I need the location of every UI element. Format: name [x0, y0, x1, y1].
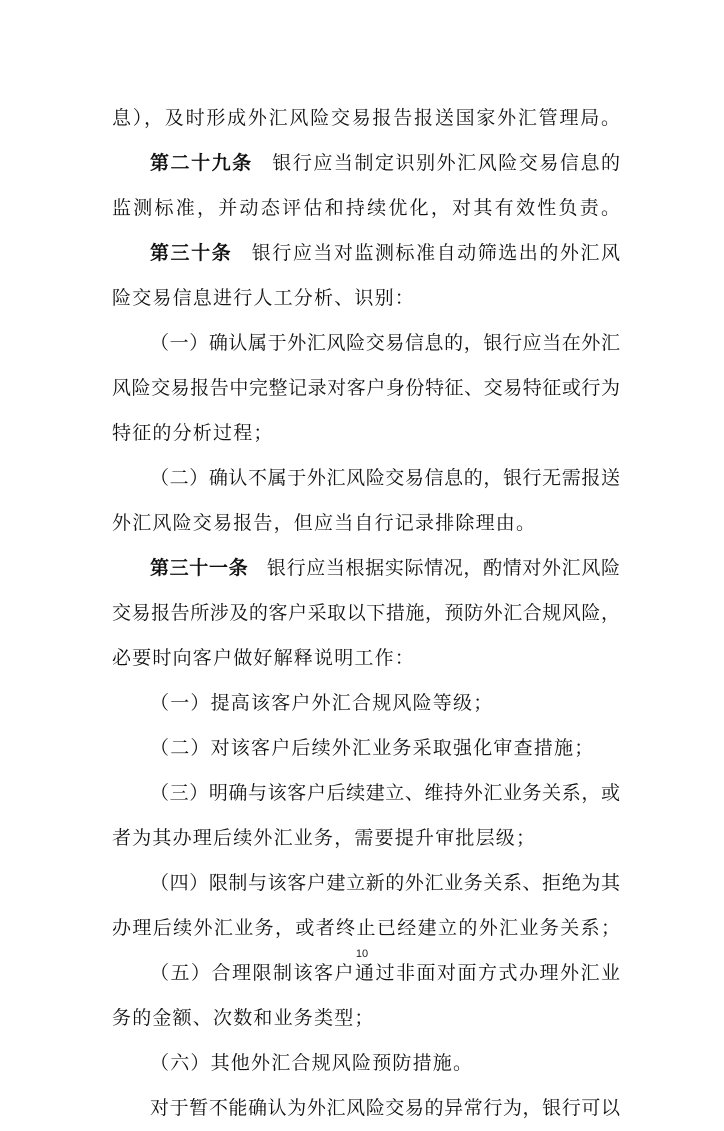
- document-page: [112, 96, 620, 1131]
- line-text: （三）明确与该客户后续建立、维持外汇业务关系，或: [150, 782, 620, 804]
- line-text: （二）确认不属于外汇风险交易信息的，银行无需报送: [150, 467, 620, 489]
- text-line: [112, 366, 620, 411]
- text-line: [112, 636, 620, 681]
- line-text: 特征的分析过程；: [112, 422, 274, 444]
- text-line: [112, 1086, 620, 1131]
- article-29-line: [112, 141, 620, 186]
- line-text: 息），及时形成外汇风险交易报告报送国家外汇管理局。: [112, 107, 620, 129]
- text-line: [112, 276, 620, 321]
- line-text: 银行应当对监测标准自动筛选出的外汇风: [250, 242, 620, 264]
- line-text: 银行应当根据实际情况，酌情对外汇风险: [266, 557, 620, 579]
- text-line: [112, 996, 620, 1041]
- text-line: [112, 501, 620, 546]
- article-31-line: [112, 546, 620, 591]
- text-line: [112, 591, 620, 636]
- line-text: （一）提高该客户外汇合规风险等级；: [150, 692, 494, 714]
- clause-line: [112, 1041, 620, 1086]
- article-heading: 第三十条: [150, 242, 233, 264]
- line-text: （五）合理限制该客户通过非面对面方式办理外汇业: [150, 962, 620, 984]
- line-text: （六）其他外汇合规风险预防措施。: [150, 1052, 474, 1074]
- clause-line: [112, 771, 620, 816]
- text-line: [112, 411, 620, 456]
- line-text: 者为其办理后续外汇业务，需要提升审批层级；: [112, 827, 537, 849]
- line-text: 银行应当制定识别外汇风险交易信息的: [270, 152, 620, 174]
- line-text: 风险交易报告中完整记录对客户身份特征、交易特征或行为: [112, 377, 620, 399]
- line-text: 监测标准，并动态评估和持续优化，对其有效性负责。: [112, 197, 620, 219]
- line-text: 办理后续外汇业务，或者终止已经建立的外汇业务关系；: [112, 917, 620, 939]
- clause-line: [112, 456, 620, 501]
- article-heading: 第二十九条: [150, 152, 253, 174]
- line-text: （一）确认属于外汇风险交易信息的，银行应当在外汇: [150, 332, 620, 354]
- line-text: （四）限制与该客户建立新的外汇业务关系、拒绝为其: [150, 872, 620, 894]
- line-text: （二）对该客户后续外汇业务采取强化审查措施；: [150, 737, 595, 759]
- line-text: 务的金额、次数和业务类型；: [112, 1007, 375, 1029]
- text-line: [112, 96, 620, 141]
- line-text: 交易报告所涉及的客户采取以下措施，预防外汇合规风险，: [112, 602, 620, 624]
- line-text: 险交易信息进行人工分析、识别：: [112, 287, 416, 309]
- clause-line: [112, 726, 620, 771]
- page-number: 10: [355, 948, 369, 960]
- text-line: [112, 186, 620, 231]
- clause-line: [112, 861, 620, 906]
- line-text: 必要时向客户做好解释说明工作：: [112, 647, 416, 669]
- line-text: 对于暂不能确认为外汇风险交易的异常行为，银行可以: [150, 1097, 620, 1119]
- line-text: 外汇风险交易报告，但应当自行记录排除理由。: [112, 512, 537, 534]
- text-line: [112, 816, 620, 861]
- article-30-line: [112, 231, 620, 276]
- article-heading: 第三十一条: [150, 557, 249, 579]
- clause-line: [112, 681, 620, 726]
- clause-line: [112, 321, 620, 366]
- text-line: [112, 906, 620, 951]
